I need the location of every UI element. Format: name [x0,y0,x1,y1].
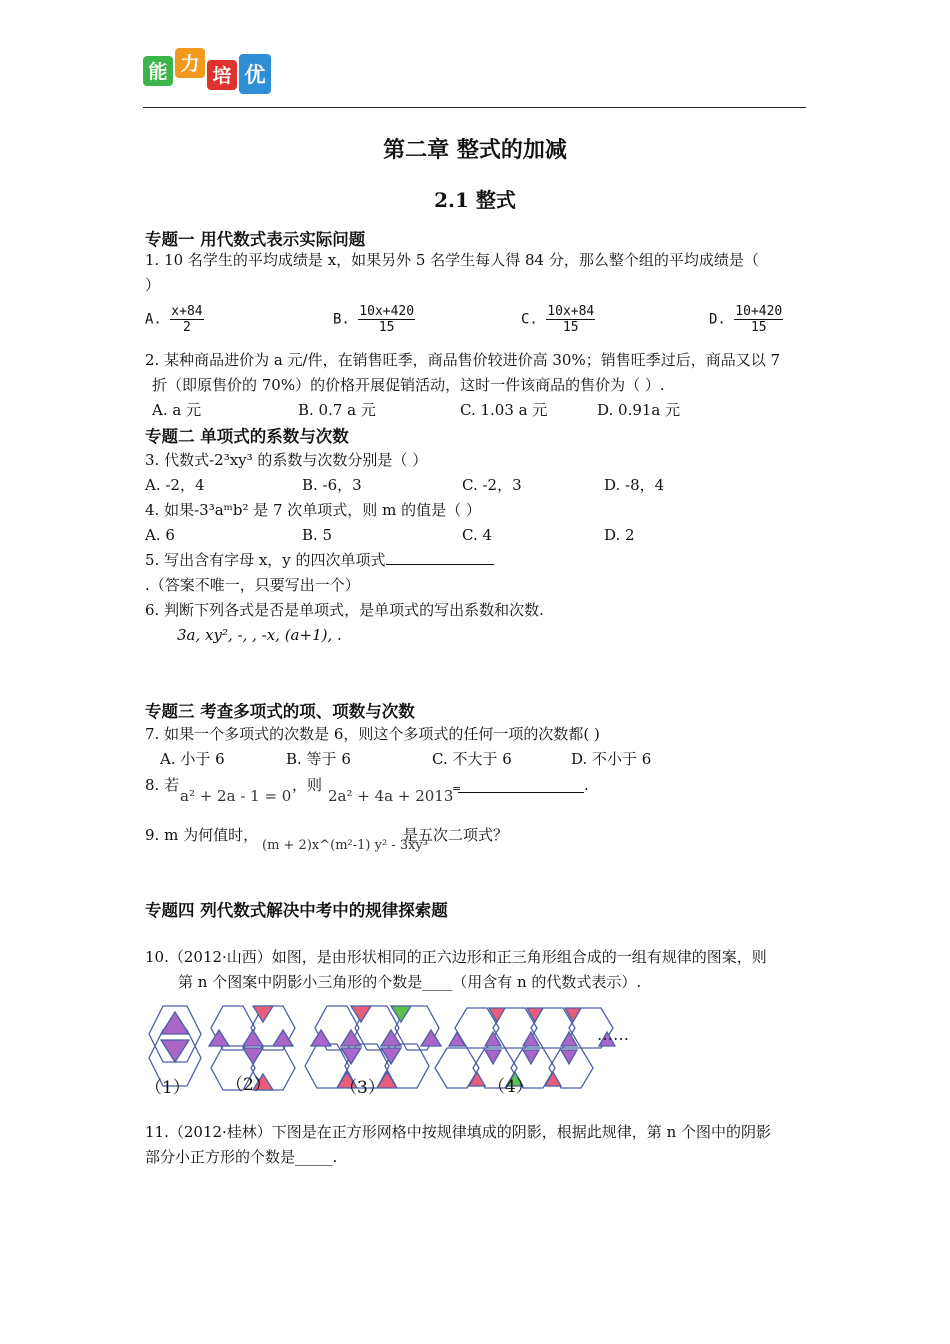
q8-expression: 2a² + 4a + 2013 [328,787,454,805]
q10-line2: 第 n 个图案中阴影小三角形的个数是____（用含有 n 的代数式表示）. [178,973,642,991]
q7-option-b: B. 等于 6 [286,750,351,768]
q1-option-b [333,304,415,335]
q1-option-a [145,304,204,335]
q1-option-d-fraction [734,304,783,335]
q8-prefix: 8. 若 [145,776,180,794]
q8-condition: a² + 2a - 1 = 0 [180,787,292,805]
q3-option-b: B. -6，3 [302,476,362,494]
q1-option-a-label: A. [145,311,162,328]
figure-label-2: （2） [226,1075,271,1095]
q10-line1: 10.（2012·山西）如图，是由形状相同的正六边形和正三角形组合成的一组有规律的图案，则 [145,948,767,966]
topic2-heading: 专题二 单项式的系数与次数 [145,427,349,446]
q6-expressions: 3a, xy², -, , -x, (a+1), . [177,626,342,644]
q8-mid: ，则 [292,776,323,794]
q5-line2: .（答案不唯一，只要写出一个） [145,576,360,594]
q1-option-a-fraction [170,304,203,335]
fraction-numerator: x+84 [171,304,203,319]
pattern-figure [145,1000,645,1100]
q1-option-d [709,304,783,335]
topic4-heading: 专题四 列代数式解决中考中的规律探索题 [145,901,448,920]
q2-option-c: C. 1.03 a 元 [460,401,548,419]
q5-answer-blank[interactable] [386,548,494,565]
logo-char-4: 优 [244,63,266,87]
q11-line1: 11.（2012·桂林）下图是在正方形网格中按规律填成的阴影，根据此规律，第 n 个图中的阴影 [145,1123,771,1141]
q4-option-d: D. 2 [604,526,635,544]
header-rule [143,107,806,108]
q2-line1: 2. 某种商品进价为 a 元/件，在销售旺季，商品售价较进价高 30%；销售旺季过后，商品又以 7 [145,351,781,369]
q1-option-c-label: C. [521,311,538,328]
section-title: 2.1 整式 [434,188,516,212]
topic1-heading: 专题一 用代数式表示实际问题 [145,230,366,249]
q8-equals: = [452,782,462,795]
q8-end: . [584,776,589,794]
pattern-ellipsis: …… [597,1025,629,1044]
q6-line1: 6. 判断下列各式是否是单项式，是单项式的写出系数和次数. [145,601,544,619]
figure-label-4: （4） [488,1077,533,1097]
fraction-denominator: 15 [750,320,767,335]
chapter-title: 第二章 整式的加减 [383,137,567,163]
logo-char-3: 培 [212,65,232,87]
topic3-heading: 专题三 考查多项式的项、项数与次数 [145,702,415,721]
q3-text: 3. 代数式-2³xy³ 的系数与次数分别是（ ） [145,451,428,469]
fraction-numerator: 10x+420 [359,304,415,319]
q7-option-a: A. 小于 6 [160,750,225,768]
q4-option-c: C. 4 [462,526,493,544]
q4-option-a: A. 6 [145,526,175,544]
q1-option-b-fraction [358,304,415,335]
fraction-numerator: 10x+84 [547,304,595,319]
q7-option-c: C. 不大于 6 [432,750,512,768]
q1-option-b-label: B. [333,311,350,328]
logo [143,46,275,96]
figure-label-3: （3） [340,1078,385,1098]
logo-char-2: 力 [180,53,200,75]
q3-option-c: C. -2，3 [462,476,522,494]
logo-char-1: 能 [148,61,168,83]
q1-option-c-fraction [546,304,595,335]
fraction-denominator: 15 [378,320,395,335]
figure-label-1: （1） [145,1078,190,1098]
q1-line2: ） [145,276,161,294]
q1-option-d-label: D. [709,311,726,328]
fraction-denominator: 2 [183,320,191,335]
q7-text: 7. 如果一个多项式的次数是 6，则这个多项式的任何一项的次数都( ) [145,725,600,743]
q1-option-c [521,304,595,335]
q7-option-d: D. 不小于 6 [571,750,652,768]
q8-answer-blank[interactable] [458,776,584,793]
fraction-numerator: 10+420 [735,304,783,319]
q9-suffix: 是五次二项式？ [403,826,509,844]
q4-option-b: B. 5 [302,526,333,544]
q2-option-d: D. 0.91a 元 [597,401,681,419]
q4-text: 4. 如果-3³aᵐb² 是 7 次单项式，则 m 的值是（ ） [145,501,481,519]
q2-option-a: A. a 元 [152,401,202,419]
q2-line2: 折（即原售价的 70%）的价格开展促销活动，这时一件该商品的售价为（ ）. [152,376,665,394]
fraction-denominator: 15 [562,320,579,335]
q1-line1: 1. 10 名学生的平均成绩是 x，如果另外 5 名学生每人得 84 分，那么整个组的平均成绩是（ [145,251,759,269]
q2-option-b: B. 0.7 a 元 [298,401,376,419]
q5-line1 [145,548,494,573]
q3-option-d: D. -8，4 [604,476,665,494]
q3-option-a: A. -2，4 [145,476,205,494]
q9-prefix: 9. m 为何值时， [145,826,259,844]
q9-expression: (m + 2)x^(m²-1) y² - 3xy³ [262,838,428,853]
q5-prompt: 5. 写出含有字母 x，y 的四次单项式 [145,551,386,569]
q11-line2: 部分小正方形的个数是_____. [145,1148,338,1166]
